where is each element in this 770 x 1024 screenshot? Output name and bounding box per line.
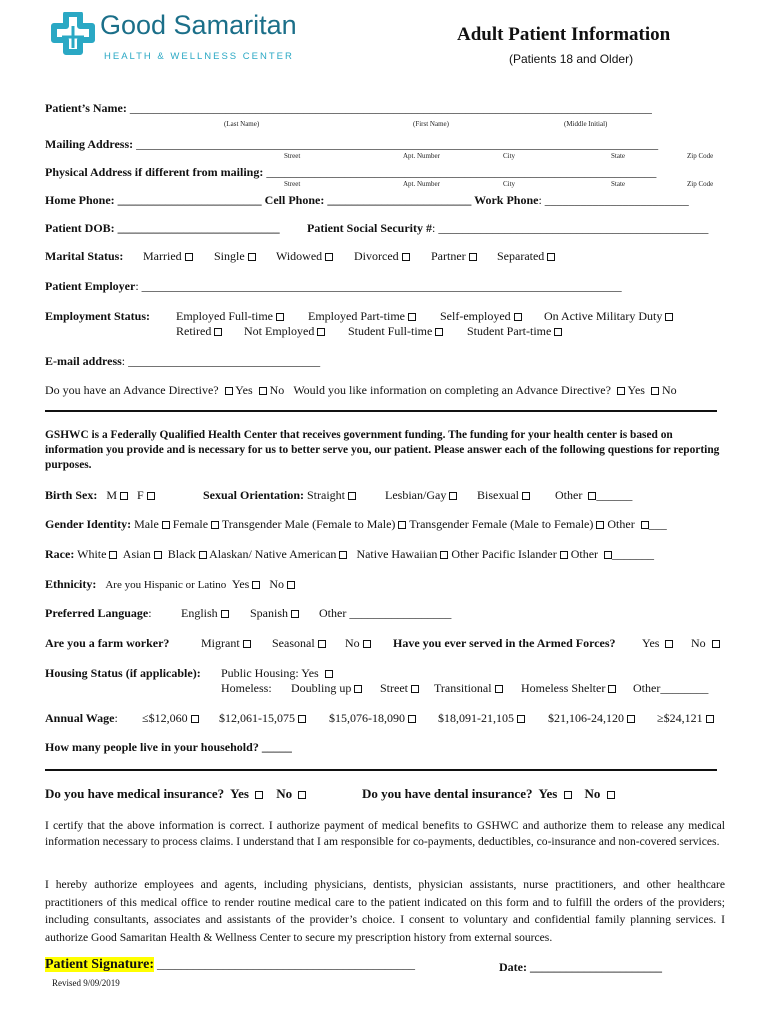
checkbox[interactable] [469,253,477,261]
employer-field[interactable] [45,279,622,294]
authorize-paragraph: I hereby authorize employees and agents, including physicians, dentists, physician assistants, nurse practitioners, and other healthcare practitioners of this medical office to render routine medical care to the patient indicated on this form and to fulfill the orders of the providers; including consultants, associates and assistants of the provider’s choice. I consent to voluntary and confidential family planning services. I authorize Good Samaritan Health & Wellness Center to secure my prescription history from external sources. [45,878,725,944]
farm-seasonal[interactable]: Seasonal [272,636,326,651]
dob-field[interactable]: Patient DOB: ___________________________ [45,221,280,235]
checkbox[interactable] [712,640,720,648]
physical-address-label: Physical Address if different from mailing: [45,165,267,179]
mailing-address-field[interactable] [45,137,658,152]
checkbox[interactable] [440,551,448,559]
checkbox[interactable] [627,715,635,723]
checkbox[interactable] [109,551,117,559]
checkbox[interactable] [325,253,333,261]
checkbox[interactable] [147,492,155,500]
housing-transitional[interactable]: Transitional [434,681,503,696]
caption-state: State [611,152,625,160]
checkbox[interactable] [435,328,443,336]
cell-phone-field[interactable]: Cell Phone: ________________________ [261,193,472,207]
checkbox[interactable] [411,685,419,693]
fqhc-notice: GSHWC is a Federally Qualified Health Center that receives government funding. The funding for your health center is based on information you provide and is necessary for us to better serve you, our patient. Please answer each of the following questions for reporting purposes. [45,429,720,471]
caption-middle-initial: (Middle Initial) [564,120,608,128]
ssn-field[interactable] [307,221,708,236]
wage-label: Annual Wage: [45,711,118,725]
emp-not-employed[interactable]: Not Employed [244,324,325,339]
emp-self[interactable]: Self-employed [440,309,522,324]
armed-no[interactable]: No [691,636,720,651]
employment-status-label: Employment Status: [45,309,151,323]
checkbox[interactable] [225,387,233,395]
checkbox[interactable] [287,581,295,589]
wage-opt-5[interactable]: $21,106-24,120 [548,711,635,726]
checkbox[interactable] [199,551,207,559]
checkbox[interactable] [318,640,326,648]
patient-name-line: _______________________________________________________________________________________ [129,101,652,115]
phone-row[interactable] [45,193,689,208]
checkbox[interactable] [339,551,347,559]
physical-address-field[interactable] [45,165,656,180]
ssn-line: : _____________________________________________ [431,221,709,235]
mailing-address-line: _______________________________________________________________________________________ [136,137,659,151]
emp-part-time[interactable]: Employed Part-time [308,309,416,324]
checkbox[interactable] [354,685,362,693]
checkbox[interactable] [276,313,284,321]
ethnicity-row: Ethnicity: Are you Hispanic or Latino Yes No [45,577,295,592]
housing-other[interactable]: Other________ [633,681,709,695]
caption-last-name: (Last Name) [224,120,260,128]
checkbox[interactable] [408,313,416,321]
lang-english[interactable]: English [181,606,229,621]
patient-name-label: Patient’s Name: [45,101,130,115]
checkbox[interactable] [363,640,371,648]
caption-apt-2: Apt. Number [403,180,440,188]
checkbox[interactable] [495,685,503,693]
advance-directive-row: Do you have an Advance Directive? Yes No Would you like information on completing an Advance Directive? Yes No [45,383,677,397]
checkbox[interactable] [243,640,251,648]
birth-sex-row: Birth Sex: M F [45,488,155,503]
marital-married[interactable]: Married [143,249,193,264]
gender-row: Gender Identity: Male Female Transgender Male (Female to Male) Transgender Female (Male to Female) Other ___ [45,517,667,531]
orientation-row: Sexual Orientation: Straight [203,488,356,503]
checkbox[interactable] [348,492,356,500]
checkbox[interactable] [248,253,256,261]
marital-divorced[interactable]: Divorced [354,249,410,264]
checkbox[interactable] [547,253,555,261]
checkbox[interactable] [522,492,530,500]
checkbox[interactable] [259,387,267,395]
checkbox[interactable] [607,791,615,799]
page-title: Adult Patient Information [457,24,671,45]
checkbox[interactable] [191,715,199,723]
caption-street: Street [284,152,301,160]
checkbox[interactable] [255,791,263,799]
logo [48,10,308,66]
lang-other[interactable]: Other _________________ [319,606,452,620]
caption-city: City [503,152,516,160]
checkbox[interactable] [214,328,222,336]
farm-migrant[interactable]: Migrant [201,636,251,651]
housing-street[interactable]: Street [380,681,419,696]
checkbox[interactable] [325,670,333,678]
housing-label: Housing Status (if applicable): [45,666,201,680]
armed-yes[interactable]: Yes [642,636,673,651]
housing-doubling[interactable]: Doubling up [291,681,362,696]
checkbox[interactable] [120,492,128,500]
wage-opt-2[interactable]: $12,061-15,075 [219,711,306,726]
orient-bisexual[interactable]: Bisexual [477,488,530,503]
emp-military[interactable]: On Active Military Duty [544,309,673,324]
armed-forces-label: Have you ever served in the Armed Forces? [393,636,616,650]
signature-field[interactable] [45,957,415,973]
caption-street-2: Street [284,180,301,188]
wage-opt-4[interactable]: $18,091-21,105 [438,711,525,726]
home-phone-field[interactable]: Home Phone: ________________________ [45,193,262,207]
emp-full-time[interactable]: Employed Full-time [176,309,284,324]
housing-homeless-label: Homeless: [221,681,272,695]
checkbox[interactable] [211,521,219,529]
marital-widowed[interactable]: Widowed [276,249,333,264]
checkbox[interactable] [617,387,625,395]
dental-insurance-row: Do you have dental insurance? Yes No [362,786,615,802]
checkbox[interactable] [449,492,457,500]
checkbox[interactable] [408,715,416,723]
orient-lesbian[interactable]: Lesbian/Gay [385,488,457,503]
email-label: E-mail address [45,354,122,368]
caption-city-2: City [503,180,516,188]
checkbox[interactable] [398,521,406,529]
advance-q2: Would you like information on completing an Advance Directive? [293,383,611,397]
ssn-label: Patient Social Security # [307,221,432,235]
language-label: Preferred Language: [45,606,152,620]
checkbox[interactable] [402,253,410,261]
divider [45,769,717,771]
farm-no[interactable]: No [345,636,371,651]
checkbox[interactable] [298,791,306,799]
farm-label: Are you a farm worker? [45,636,170,650]
checkbox[interactable] [317,328,325,336]
wage-opt-1[interactable]: ≤$12,060 [142,711,199,726]
checkbox[interactable] [641,521,649,529]
housing-shelter[interactable]: Homeless Shelter [521,681,616,696]
advance-q1: Do you have an Advance Directive? [45,383,219,397]
orient-other[interactable]: Other ______ [555,488,633,502]
patient-name-field[interactable] [45,101,652,116]
checkbox[interactable] [706,715,714,723]
work-phone-line[interactable]: : ________________________ [538,193,689,207]
marital-partner[interactable]: Partner [431,249,477,264]
checkbox[interactable] [517,715,525,723]
page-subtitle: (Patients 18 and Older) [509,52,634,66]
checkbox[interactable] [221,610,229,618]
checkbox[interactable] [554,328,562,336]
work-phone-label: Work Phone [471,193,539,207]
emp-student-full[interactable]: Student Full-time [348,324,443,339]
caption-apt: Apt. Number [403,152,440,160]
cross-logo-icon [50,12,96,62]
caption-state-2: State [611,180,625,188]
signature-line: ___________________________________________ [154,957,416,971]
checkbox[interactable] [298,715,306,723]
checkbox[interactable] [665,313,673,321]
household-field[interactable]: How many people live in your household? _____ [45,740,292,754]
lang-spanish[interactable]: Spanish [250,606,299,621]
checkbox[interactable] [252,581,260,589]
medical-insurance-row: Do you have medical insurance? Yes No [45,786,306,802]
checkbox[interactable] [651,387,659,395]
checkbox[interactable] [162,521,170,529]
checkbox[interactable] [608,685,616,693]
checkbox[interactable] [604,551,612,559]
caption-zip-2: Zip Code [687,180,714,188]
employer-label: Patient Employer [45,279,136,293]
checkbox[interactable] [596,521,604,529]
housing-public[interactable]: Public Housing: Yes [221,666,333,681]
logo-name: Good Samaritan [100,10,297,40]
certify-paragraph: I certify that the above information is correct. I authorize payment of medical benefits to GSHWC and authorize them to release any medical information necessary to process claims. I understand that I am responsible for co-payments, deductibles, co-insurance and non-covered services. [45,819,725,848]
employer-line: : ________________________________________________________________________________ [135,279,622,293]
checkbox[interactable] [185,253,193,261]
checkbox[interactable] [154,551,162,559]
caption-first-name: (First Name) [413,120,449,128]
marital-separated[interactable]: Separated [497,249,555,264]
divider [45,410,717,412]
logo-subtitle: HEALTH & WELLNESS CENTER [104,51,294,62]
revised-date: Revised 9/09/2019 [52,978,120,988]
wage-opt-6[interactable]: ≥$24,121 [657,711,714,726]
emp-retired[interactable]: Retired [176,324,222,339]
wage-opt-3[interactable]: $15,076-18,090 [329,711,416,726]
marital-status-label: Marital Status: [45,249,124,263]
checkbox[interactable] [514,313,522,321]
checkbox[interactable] [665,640,673,648]
email-field[interactable] [45,354,320,369]
mailing-address-label: Mailing Address: [45,137,137,151]
signature-label: Patient Signature: [45,957,155,972]
marital-single[interactable]: Single [214,249,256,264]
checkbox[interactable] [564,791,572,799]
physical-address-line: _________________________________________________________________ [266,165,657,179]
race-row: Race: White Asian Black Alaskan/ Native American Native Hawaiian Other Pacific Islander Other _______ [45,547,655,561]
checkbox[interactable] [291,610,299,618]
email-line: : ________________________________ [121,354,321,368]
emp-student-part[interactable]: Student Part-time [467,324,562,339]
checkbox[interactable] [560,551,568,559]
date-field[interactable]: Date: ______________________ [499,960,662,974]
caption-zip: Zip Code [687,152,714,160]
